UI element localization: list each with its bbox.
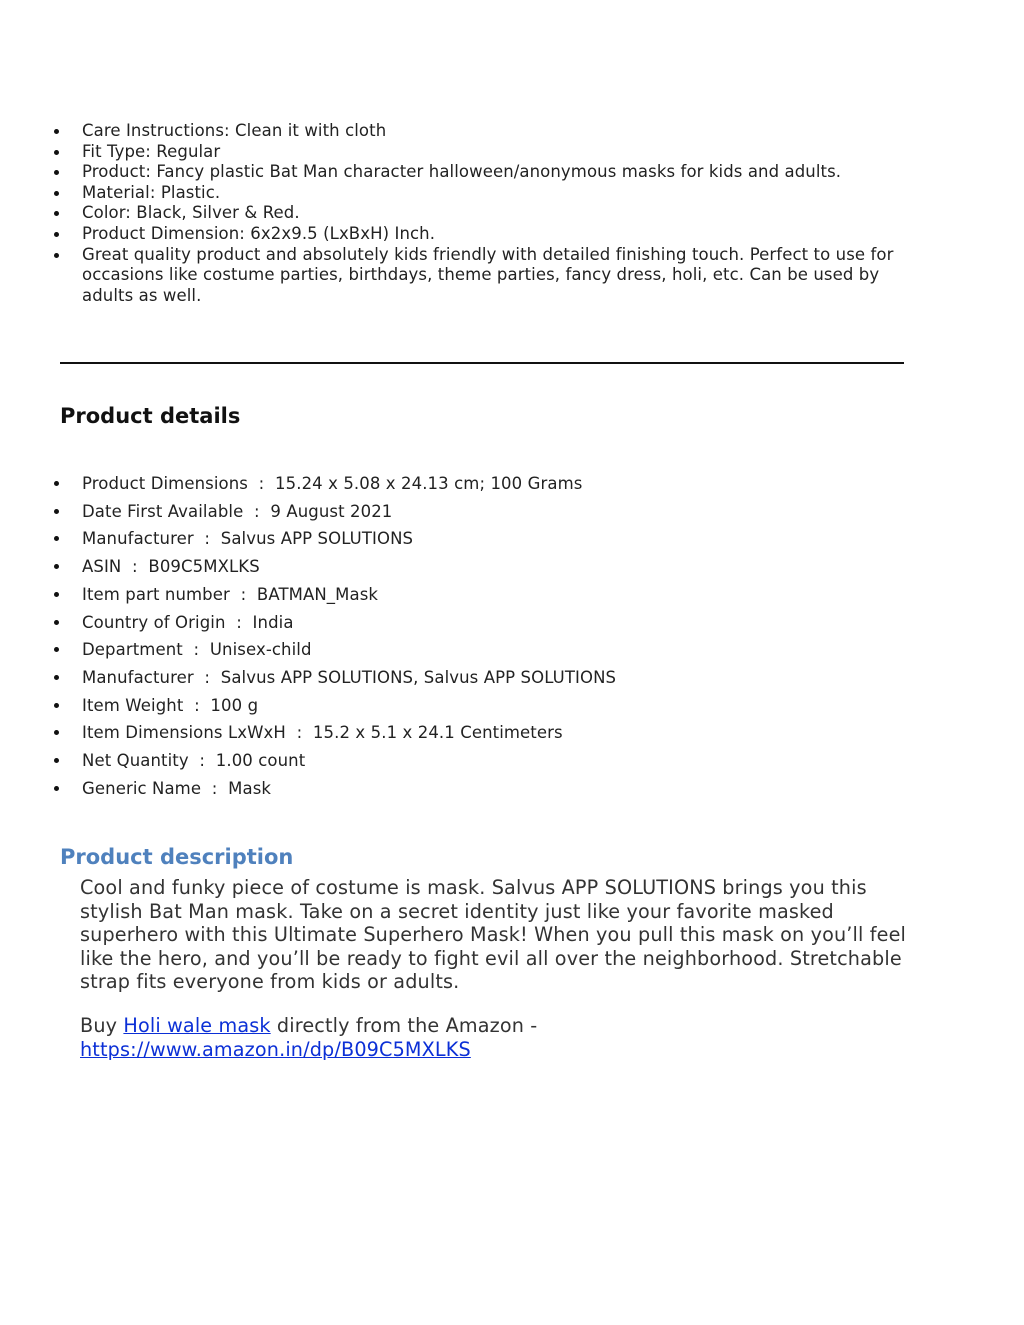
bullet-icon [54,592,59,597]
list-item [54,162,924,183]
feature-bullet-list [54,121,924,306]
list-item-text: Great quality product and absolutely kids friendly with detailed finishing touch. Perfect to use for occasions like costume parties, birthdays, theme parties, fancy dress, holi, etc. Can be used by adults as well. [82,244,894,305]
list-item [54,142,924,163]
detail-item-text: Manufacturer : Salvus APP SOLUTIONS [82,529,414,549]
detail-item-text: Department : Unisex-child [82,640,312,660]
detail-item-text: Product Dimensions : 15.24 x 5.08 x 24.13 cm; 100 Grams [82,474,583,493]
detail-item [54,470,924,498]
detail-item [54,747,924,775]
detail-item-text: Manufacturer : Salvus APP SOLUTIONS, Salvus APP SOLUTIONS [82,667,617,687]
list-item-text: Color: Black, Silver & Red. [82,203,300,223]
detail-item [54,581,924,609]
detail-item [54,775,924,803]
product-details-heading: Product details [60,404,241,428]
bullet-icon [54,758,59,763]
bullet-icon [54,620,59,625]
buy-middle-text: directly from the Amazon - [270,1014,538,1037]
amazon-url-link[interactable]: https://www.amazon.in/dp/B09C5MXLKS [80,1037,471,1061]
bullet-icon [54,564,59,569]
list-item [54,183,924,204]
detail-item-text: Net Quantity : 1.00 count [82,751,306,771]
bullet-icon [54,481,59,486]
horizontal-divider [60,362,904,364]
bullet-icon [54,786,59,791]
list-item-text: Care Instructions: Clean it with cloth [82,121,387,140]
detail-item [54,498,924,526]
detail-item-text: Item Dimensions LxWxH : 15.2 x 5.1 x 24.1 Centimeters [82,723,563,743]
list-item [54,121,924,142]
bullet-icon [54,232,59,237]
detail-item-text: Item part number : BATMAN_Mask [82,584,379,604]
buy-line [80,1014,910,1061]
detail-item [54,609,924,637]
list-item-text: Product Dimension: 6x2x9.5 (LxBxH) Inch. [82,223,436,243]
bullet-icon [54,170,59,175]
detail-item-text: Item Weight : 100 g [82,695,259,715]
bullet-icon [54,191,59,196]
list-item-text: Product: Fancy plastic Bat Man character halloween/anonymous masks for kids and adults. [82,162,842,182]
bullet-icon [54,536,59,541]
bullet-icon [54,253,59,258]
bullet-icon [54,509,59,514]
bullet-icon [54,129,59,134]
detail-item-text: Generic Name : Mask [82,778,272,798]
detail-item [54,692,924,720]
list-item [54,203,924,224]
detail-item-text: ASIN : B09C5MXLKS [82,557,260,577]
list-item-text: Material: Plastic. [82,182,221,202]
holi-wale-mask-link[interactable]: Holi wale mask [123,1014,271,1037]
list-item [54,224,924,245]
bullet-icon [54,150,59,155]
detail-item [54,664,924,692]
bullet-icon [54,703,59,708]
bullet-icon [54,211,59,216]
bullet-icon [54,675,59,680]
detail-item [54,636,924,664]
buy-prefix: Buy [80,1014,124,1037]
bullet-icon [54,647,59,652]
product-details-list [54,470,924,802]
bullet-icon [54,730,59,735]
list-item-text: Fit Type: Regular [82,141,221,161]
detail-item-text: Date First Available : 9 August 2021 [82,501,393,521]
detail-item-text: Country of Origin : India [82,612,294,632]
detail-item [54,525,924,553]
detail-item [54,719,924,747]
list-item [54,245,924,307]
product-description-text: Cool and funky piece of costume is mask. Salvus APP SOLUTIONS brings you this stylish Bat Man mask. Take on a secret identity just like your favorite masked superhero with this Ultimate Superhero Mask! When you pull this mask on you’ll feel like the hero, and you’ll be ready to fight evil all over the neighborhood. Stretchable strap fits everyone from kids or adults. [80,876,907,994]
detail-item [54,553,924,581]
product-description-heading: Product description [60,845,294,869]
